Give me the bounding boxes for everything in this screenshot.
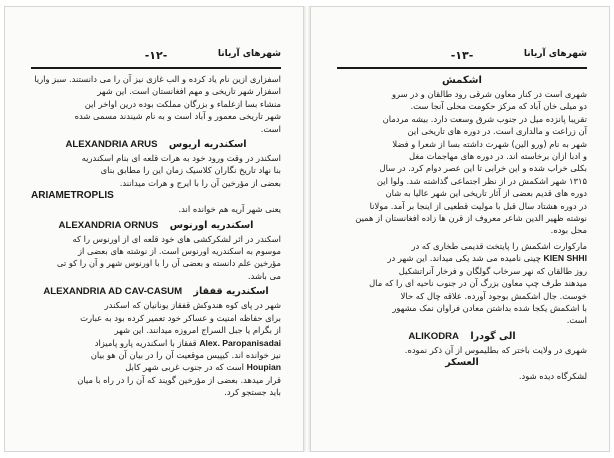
header-rule xyxy=(337,67,587,69)
text-line: لشکرگاه دیده شود. xyxy=(518,371,587,382)
heading-latin: ALEXANDRIA ORNUS xyxy=(58,219,159,231)
text-line: شهر تاریخی معمور و آباد است و به نام شیندند مسمی شده xyxy=(74,111,281,122)
running-head: شهرهای آریانا xyxy=(217,49,281,59)
heading-latin: ALEXANDRIA ARUS xyxy=(65,139,158,151)
section-heading xyxy=(31,219,281,233)
right-page xyxy=(310,6,610,452)
text-line: نیز خوانده اند. کیپیس موقعیت آن را در بیان آن هو بیان xyxy=(90,349,281,360)
text-line: محل بوده. xyxy=(550,225,587,236)
page-number: -۱۲- xyxy=(144,49,168,62)
heading-latin: ALIKODRA xyxy=(408,330,459,342)
text-line: اسکندر در وقت ورود خود به هرات قلعه ای بنام اسکندریه xyxy=(81,153,281,164)
text-line: روز طالقان که نهر سرخاب گولگان و فرخار آنراتشکیل xyxy=(398,265,587,276)
section-heading xyxy=(31,138,281,152)
text-line: میدهند طرف چپ معاون بزرگ آن در جنوب ناحیه ای را که مال xyxy=(369,278,587,289)
text-line: تقریبا پانزده میل در جنوب شرق وسعت دارد. بیشه مردمان xyxy=(382,113,587,124)
page-number: -۱۳- xyxy=(450,49,474,62)
text-line: بکلی خراب شده و این خرابی تا این عصر دوام کرد. در سال xyxy=(379,163,587,174)
section-heading: العسکر xyxy=(445,357,479,369)
left-page-header xyxy=(31,47,281,69)
text-line: یعنی شهر آریه هم خوانده اند. xyxy=(178,204,281,215)
text-line: بنا نهاد تاریخ نگاران کلاسیک زمان این را مطابق بنای xyxy=(100,165,281,176)
text-fragment: قفقاز با اسکندریه پارو پامیزاد xyxy=(94,337,197,348)
text-line: ۱۳۱۵ شهر اشکمش در از نظر اجتماعی گذاشته شد. ولوا این xyxy=(376,175,587,186)
section-heading: اشکمش xyxy=(442,75,482,86)
right-page-text xyxy=(337,73,587,431)
heading-fa: اسکندریه اورنوس xyxy=(169,219,254,231)
text-line: با اشکمش یکجا شده بداشتن معادن فراوان نمک مشهور xyxy=(392,302,587,313)
left-page xyxy=(4,6,304,452)
text-line: خوست. جال اشکمش بوجود آورده. علاقه چال که حالا xyxy=(400,290,587,301)
text-line: مارکوارت اشکمش را پایتخت قدیمی طخاری که در xyxy=(411,240,587,251)
text-line: شهری در ولایت باختر که بطلیموس از آن ذکر نموده. xyxy=(404,344,587,355)
left-page-text xyxy=(31,73,281,431)
section-heading-latin: ARIAMETROPLIS xyxy=(31,190,114,202)
text-line xyxy=(337,252,587,264)
text-line: می باشد. xyxy=(247,270,281,281)
section-heading xyxy=(31,285,281,299)
text-line: شهر در پای کوه هندوکش قفقاز یونانیان که اسکندر xyxy=(104,300,281,311)
text-line: شهری است در کنار معاون شرقی رود طالقان و در سرو xyxy=(391,89,587,99)
text-line: و ادبا ازان برخاسته اند. در دوره های مهاجمات مغل xyxy=(409,151,587,162)
text-line: موسوم به اسکندریه اورنوس است. از نوشته های بعضی از xyxy=(78,246,281,257)
text-line xyxy=(31,337,281,349)
text-line: برای حفاظه امنیت و عساکر خود تعمیر کرده بود به عبارت xyxy=(80,312,281,323)
header-rule xyxy=(31,67,281,69)
text-line: در دوره هشتاد سال قبل با مولیت قطعیی از اینجا بر آمد. مولانا xyxy=(369,200,587,211)
section-heading xyxy=(337,330,587,344)
text-line: اسفزار شهر تاریخی و مهم افغانستان است. این شهر xyxy=(97,86,281,97)
text-line: دوره های قدیم بعضی از آثار تاریخی این شهر عالیا به شان xyxy=(385,188,587,199)
text-line: منشاء بسا ازعلماء و بزرگان مملکت بوده درین اواخر این xyxy=(84,98,281,109)
inline-latin-term: KIEN SHHI xyxy=(543,253,587,264)
text-line: شهر به نام (ورو الین) شهرت داشته بسا از شعرا و فضلا xyxy=(392,138,587,149)
text-fragment: چینی نامیده می شد یکی میداند. این شهر در xyxy=(387,253,541,264)
text-line: مؤرخین علم دانسته و بعضی آن را با اورنوس شهر و آن را کو تی xyxy=(56,258,281,269)
text-line xyxy=(31,361,281,373)
heading-fa: اسکندریه اریوس xyxy=(168,139,247,151)
heading-fa: الی گودرا xyxy=(470,330,516,342)
inline-latin-term: Alex. Paropanisadai xyxy=(199,337,281,348)
text-line: اسفزاری ازین نام یاد کرده و الب غازی نیز آن را می دانستند. سبز واریا xyxy=(34,74,281,84)
inline-latin-term: Houpian xyxy=(246,362,281,373)
text-line: از بگرام یا جبل السراج امروزه میدانند. این شهر xyxy=(114,325,281,336)
heading-fa: اسکندریه قفقاز xyxy=(193,286,269,298)
text-line: آن زراعت و مالداری است. در دوره های تاریخی این xyxy=(407,126,587,137)
heading-latin: ALEXANDRIA AD CAV-CASUM xyxy=(43,286,183,298)
text-line: نوشته ظهیر الدین شاعر معروف از قرن ها زاده افغانستان از همین xyxy=(355,213,587,224)
text-line: است. xyxy=(566,315,587,326)
text-line: دو میلی خان آباد که مرکز حکومت محلی آنجا ست. xyxy=(410,101,587,112)
text-line: است. xyxy=(260,123,281,134)
running-head: شهرهای آریانا xyxy=(523,49,587,59)
text-fragment: است که در جنوب غربی شهر کابل xyxy=(125,362,244,373)
text-line: بعضی از مؤرخین آن را با ایرج و هرات میدانند. xyxy=(119,177,281,188)
text-line: اسکندر در اثر لشکرکشی های خود قلعه ای از اورنوس را که xyxy=(72,233,281,244)
text-line: باید جستجو کرد. xyxy=(224,387,281,398)
text-line: قرار میدهد. بعضی از مؤرخین گویند که آن را در راه با میان xyxy=(77,374,281,385)
right-page-header xyxy=(337,47,587,69)
